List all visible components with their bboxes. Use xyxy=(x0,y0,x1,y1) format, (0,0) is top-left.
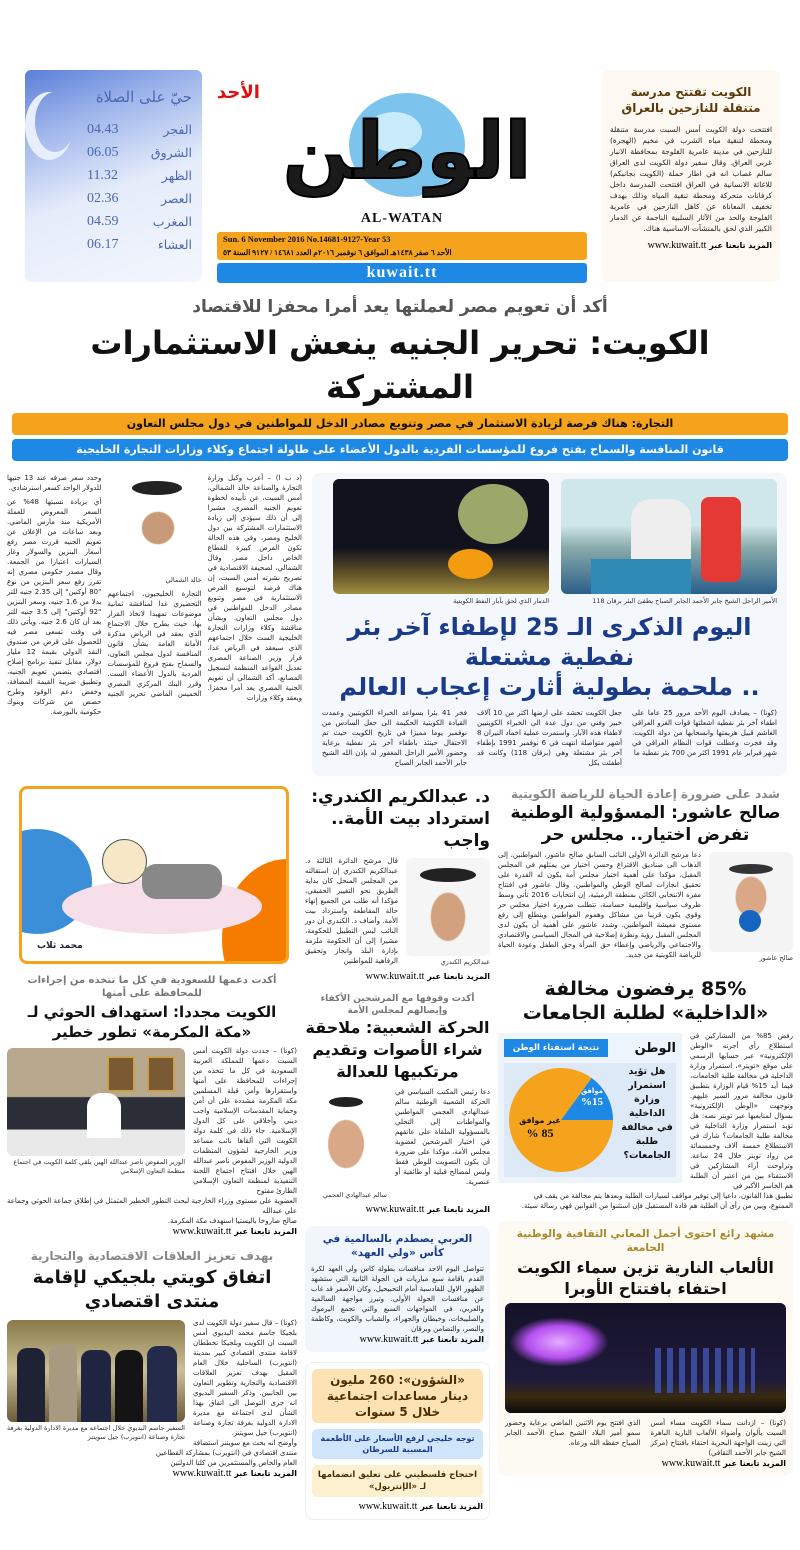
lead-col-3: أي بزيادة نسبتها 48% عن السعر المعروض للعملة الأمريكية منذ مارس الماضي. وبعد ساعات من الإعلان عن تعويم الجنيه قررت مصر رفع أسعار البنزين والسولار وغاز السيارات اعتبارا من الجمعة. وقال مصدر حكومي مصري إنه تقرر رفع سعر البنزين من نوع "80 أوكتين" إلى 2.35 جنيه للتر بدلا من 1.6 جنيه، وسعر البنزين "92 أوكتين" إلى 3.5 جنيه للتر بعد أن كان 2.6 جنيه. ويأتي ذلك في وقت تسعى مصر فيه للحصول على قرض من صندوق النقد الدولي بقيمة 12 مليار دولار، مقابل تنفيذ برنامج إصلاح اقتصادي يتضمن تعويم الجنيه، وتطبيق ضريبة القيمة المضافة، وخفض دعم الوقود وطرح حصص من شركات وبنوك حكومية بالبورصة. xyxy=(7,498,102,716)
poll-side-text: رفض 85% من المشاركين في استطلاع رأي أجرته «الوطن الإلكترونية» عبر حسابها الرسمي على موقع «تويتر»، استمرار وزارة الداخلية في مخالفة طلبة الجامعات، فيما أيد 15% قيام الوزارة بتطبيق قانون مخالفة مرور السير عليهم. وتوجهت «الوطن الإلكترونية» بسؤال لمتابعيها عبر تويتر نصه: هل تؤيد استمرار وزارة الداخلية في مخالفة طلبة الجامعات؟ شارك في الاستطلاع خمسة آلاف وخمسمائة من رواد تويتر خلال 24 ساعة. وتراوحت آراء المشاركين في الاستفتاء بين من اعتبر أن الطلبة هم الخاسر الأكبر في xyxy=(690,1032,793,1190)
lead-col-2: التجارة الخليجيون، اجتماعهم التحضيري غدا لمناقشة ثمانية موضوعات تمهيدا لاتخاذ القرار بها، حيث يطرح خلال الاجتماع الذي يعقد في الرياض مذكرة الأمانة العامة بشأن قانون المنافسة لدول مجلس التعاون، والسماح بفتح فروع للمؤسسات الفردية بالدول الأعضاء الست. وقرر البنك المركزي المصري الخميس الماضي تحرير الجنيه وحدد سعر صرفه عند 13 جنيها للدولار الواحد كسعر استرشادي. xyxy=(7,474,202,698)
firework-burst xyxy=(509,1317,609,1367)
ashour-story xyxy=(498,786,793,967)
houthi-story xyxy=(7,974,297,1238)
poll-question: هل تؤيد استمرار وزارة الداخلية في مخالفة طلبة الجامعات؟ xyxy=(621,1066,673,1161)
oil-text-columns xyxy=(322,708,777,768)
microphone-icon xyxy=(739,910,761,932)
belgium-col-3: العام والخاص والمستثمرين من كلتا الدولتين xyxy=(170,1459,297,1467)
prayer-time: 04.59 xyxy=(87,214,119,229)
masthead xyxy=(0,0,800,283)
prayer-row xyxy=(87,145,192,161)
houthi-col-3: صالح صاروخا باليستيا استهدف مكة المكرمة. xyxy=(167,1217,297,1225)
kandari-body: قال مرشح الدائرة الثالثة د. عبدالكريم الكندري إن استقالته من المجلس المنحل كان بداية الطريق نحو التغيير الحقيقي، مؤكدا أنه طلب من الجميع إنهاء حالة المقاطعة واسترداد بيت الأمة. وأضاف د. الكندري أن دور النائب ليس التطبيل للحكومة، مشيرا إلى أن الحكومة ملزمة بإدارة البلد وانجاز وتحقيق الرفاهية للمواطنين xyxy=(305,857,398,965)
more-url[interactable]: www.kuwait.tt xyxy=(647,240,707,251)
prayer-time: 04.43 xyxy=(87,122,119,137)
haraka-headline: الحركة الشعبية: ملاحقة شراء الأصوات وتقديم مرتكبيها للعدالة xyxy=(305,1018,490,1081)
houthi-kicker: أكدت دعمها للسعودية في كل ما تتخذه من إجراءات للمحافظة على أمنها xyxy=(27,975,277,999)
fireworks-headline: الألعاب النارية تزين سماء الكويت احتفاء بافتتاح الأوبرا xyxy=(517,1258,774,1298)
photo-caption: الوزير المفوض ناصر عبدالله الهين يلقي كلمة الكويت في اجتماع منظمة التعاون الإسلامي xyxy=(13,1158,185,1175)
figure-shape xyxy=(81,1350,111,1422)
kandari-story xyxy=(305,786,490,983)
more-label: المزيد تابعنا عبر xyxy=(723,1459,786,1468)
prayer-time: 02.36 xyxy=(87,191,119,206)
story-body: افتتحت دولة الكويت أمس السبت مدرسة متنقلة ومحطة لتنقية مياه الشرب في مخيم (الهجرة) للنازحين في مدينة عامرية الفلوجة بمحافظة الانبار غربي العراق. وقال سفير دولة الكويت لدى العراق سالم غصاب انه في اطار حملة (الكويت بجانبكم) للاغاثة الانسانية في العراق افتتحت المدرسة داخل كرفانات متحركة ومحطة تنقية المياه وذلك بهدف تخفيف المعاناة عن كاهل النازحين في عامرية الفلوجة والحد من الآثار السلبية الناجمة عن الدمار الكبير الذي لحق بالمنشآت الاساسية هناك. xyxy=(610,125,772,233)
lower-section xyxy=(0,776,800,1550)
brief-item[interactable]: «الشؤون»: 260 مليون دينار مساعدات اجتماعية خلال 5 سنوات xyxy=(312,1369,483,1423)
poll-logo: الوطن xyxy=(634,1040,676,1056)
lead-subhead-blue: قانون المنافسة والسماح بفتح فروع للمؤسسات الفردية بالدول الأعضاء على طاولة اجتماع وكلاء وزارات التجارة الخليجية xyxy=(12,439,788,461)
belgium-photo xyxy=(7,1320,185,1422)
more-link[interactable] xyxy=(505,1458,786,1470)
photo-caption: الأمير الراحل الشيخ جابر الأحمد الجابر الصباح يطفئ البئر برقان 118 xyxy=(592,597,777,605)
more-label: المزيد تابعنا عبر xyxy=(420,1502,483,1511)
photo-caption: سالم عبدالهادي العجمي xyxy=(322,1191,387,1199)
conference-photo xyxy=(7,1048,185,1156)
oil-headline-1: اليوم الذكرى الـ 25 لإطفاء آخر بئر نفطية مشتعلة xyxy=(347,613,752,671)
figure-shape xyxy=(49,1344,77,1422)
belgium-story xyxy=(7,1248,297,1480)
cartoonist-signature: محمد ثلاب xyxy=(37,941,83,951)
belgium-photo-block xyxy=(7,1320,185,1442)
fire-shape xyxy=(448,549,493,579)
podium-shape xyxy=(591,559,691,594)
haraka-body: دعا رئيس المكتب السياسي في الحركة الشعبية الوطنية سالم عبدالهادي العجمي المواطنين والمواطنات إلى التحلي بالمسؤولية الملقاة على عاتقهم في اختيار المرشحين لعضوية مجلس الأمة، مؤكدا على ضرورة أن يكون التصويت للوطن فقط وليس لمصالح قبلية أو طائفية أو عنصرية. xyxy=(395,1088,490,1186)
arabi-story xyxy=(305,1226,490,1352)
kandari-headline-1: د. عبدالكريم الكندري: xyxy=(311,787,490,807)
right-column xyxy=(498,786,793,1486)
more-label: المزيد تابعنا عبر xyxy=(234,1227,297,1236)
arabi-headline: العربي يصطدم بالسالمية في كأس «ولي العهد» xyxy=(322,1233,473,1259)
belgium-headline: اتفاق كويتي بلجيكي لإقامة منتدى اقتصادي xyxy=(32,1267,272,1312)
date-bar xyxy=(217,232,587,260)
houthi-headline: الكويت مجددا: استهداف الحوثي لـ «مكة المكرمة» تطور خطير xyxy=(27,1003,277,1041)
prayer-name: المغرب xyxy=(152,214,192,229)
middle-column xyxy=(305,786,490,1530)
houthi-side: (كونا) – جددت دولة الكويت أمس السبت دعمها للمملكة العربية السعودية في كل ما تتخذه من إجراءات للمحافظة على أمنها واستقرارها وأمن قبلة المسلمين مكة المكرمة مشددة على أن أمن وحماية المقدسات الإسلامية واجب ديني وأخلاقي على كل الدول الإسلامية. جاء ذلك في كلمة دولة الكويت التي ألقاها نائب مساعد وزير الخارجية لشؤون المنظمات الدولية الوزير المفوض ناصر عبدالله الهين خلال افتتاح اجتماع اللجنة التنفيذية لمنظمة التعاون الإسلامي الطارئ مفتوح xyxy=(193,1047,297,1195)
pie-label-no xyxy=(514,1115,566,1141)
brief-item[interactable]: توجه خليجي لرفع الأسعار على الأطعمة المسببة للسرطان xyxy=(312,1429,483,1459)
masthead-center xyxy=(217,70,587,283)
lead-story-columns xyxy=(7,473,302,717)
day-label: الأحد xyxy=(217,82,260,103)
ashour-photo-block xyxy=(709,852,793,963)
fireworks-kicker: مشهد رائع احتوى أجمل المعاني الثقافية والوطنية الجامعة xyxy=(516,1228,775,1254)
moon-icon xyxy=(35,92,75,152)
photo-caption: صالح عاشور xyxy=(759,954,793,962)
more-label: المزيد تابعنا عبر xyxy=(709,241,772,250)
fireworks-story xyxy=(498,1221,793,1476)
prayer-time: 06.05 xyxy=(87,145,119,160)
fireworks-text-columns xyxy=(505,1418,786,1458)
fireworks-col-2: الذي افتتح يوم الاثنين الماضي برعاية وحضور سمو أمير البلاد الشيخ صباح الأحمد الجابر الصباح حفظه الله ورعاه. xyxy=(505,1419,641,1447)
more-label: المزيد تابعنا عبر xyxy=(427,1205,490,1214)
poll-inner xyxy=(504,1063,676,1177)
photo-caption: الدمار الذي لحق بآبار النفط الكويتية xyxy=(453,597,549,605)
prayer-row xyxy=(87,214,192,230)
more-label: المزيد تابعنا عبر xyxy=(234,1469,297,1478)
more-link[interactable] xyxy=(610,240,772,252)
more-url[interactable]: www.kuwait.tt xyxy=(359,1334,419,1345)
slice-value: % 85 xyxy=(526,1126,554,1140)
more-link[interactable] xyxy=(305,971,490,983)
ashour-body: دعا مرشح الدائرة الأولى النائب السابق صالح عاشور، المواطنين، إلى الذهاب الى صناديق الاقتراع وحسن اختيار من يمثلهم في المجلس المقبل، مؤكدا على أهمية اختيار مجلس أمة يكون له القدرة على تحقيق انجازات لصالح الوطن والمواطنين. وقال عاشور في افتتاح مقره الانتخابي الكائن بمنطقة الرميثية، إن انتخابات 2016 تأتي وسط ظروف سياسية وإقليمية حساسة، تتطلب ضرورة اختيار مجلس حر وقوي يكون قريبا من مشاكل وهموم المواطنين ويتطلع إلى رفع مستوى معيشة المواطنين. وشدد عاشور على أهمية أن يكون لدى المجلس المقبل رؤية ونظرة إصلاحية في المجال السياسي والاقتصادي والاجتماعي والرياضي وإعطاء حق المرأة وحق الطفل وعودة الحياة للرياضة الكويتية من جديد. xyxy=(498,851,701,959)
prayer-name: العشاء xyxy=(157,237,192,252)
poll-label: نتيجة استفتاء الوطن xyxy=(504,1039,608,1057)
poll-story xyxy=(498,977,793,1211)
shamali-photo xyxy=(114,473,202,573)
prayer-title: حيّ على الصلاة xyxy=(95,88,192,106)
fireworks-col-1: (كونا) – ازدانت سماء الكويت مساء أمس السبت بألوان وأضواء الألعاب النارية الباهرة التي زينت الواجهة البحرية احتفاء بافتتاح (مركز الشيخ جابر الأحمد الثقافي) xyxy=(650,1419,786,1457)
ashour-photo xyxy=(709,852,793,952)
portrait-frame xyxy=(147,1056,175,1092)
pie-label-yes xyxy=(574,1087,610,1109)
oil-col-2: جعل الكويت تحشد على ارضها اكثر من 10 آلاف خبير وفني من دول عدة الى الخبراء الكويتيين لاطفاء هذه الآبار. واستمرت عملية اخماد النيران 8 أشهر متواصلة انتهت في 6 نوفمبر 1991 بإطفاء آخر بئر مشتعلة وهي (برقان 118) وكانت قد أطفئت بكل xyxy=(477,709,623,767)
agal-shape xyxy=(420,868,476,882)
newspaper-logo[interactable] xyxy=(282,70,532,210)
logo-area xyxy=(217,70,587,210)
oil-col-1: (كونا) – يصادف اليوم الأحد مرور 25 عاما على اطفاء آخر بئر نفطية اشعلتها قوات الغزو العراقي الغاشم قبيل هزيمتها وانسحابها من دولة الكويت. وقد فجرت وعطلت قوات النظام العراقي في شهر فبراير عام 1991 اكثر من 700 بئر نفطية ما xyxy=(632,709,777,757)
prayer-name: العصر xyxy=(160,191,192,206)
skyline-shape xyxy=(655,1348,755,1393)
agal-shape xyxy=(132,481,182,495)
lead-row xyxy=(0,461,800,776)
prayer-row xyxy=(87,122,192,138)
belgium-kicker: بهدف تعزيز العلاقات الاقتصادية والتجارية xyxy=(30,1249,274,1263)
figure-shape xyxy=(87,1093,121,1138)
ashour-kicker: شدد على ضرورة إعادة الحياة للرياضة الكويتية xyxy=(511,787,780,801)
kandari-headline-2: استرداد بيت الأمة.. واجب xyxy=(331,809,490,851)
lead-headline-text: الكويت: تحرير الجنيه ينعش الاستثمارات المشتركة xyxy=(90,324,710,406)
logo-english: AL-WATAN xyxy=(360,211,444,226)
emir-photo xyxy=(561,479,777,594)
prayer-time: 06.17 xyxy=(87,237,119,252)
ajmi-photo xyxy=(305,1089,387,1189)
kandari-photo-block xyxy=(406,858,490,967)
prayer-time: 11.32 xyxy=(87,168,118,183)
poll-chart-wrap xyxy=(506,1065,616,1175)
more-link[interactable] xyxy=(305,1204,490,1216)
more-url[interactable]: www.kuwait.tt xyxy=(365,971,425,982)
haraka-story xyxy=(305,993,490,1216)
story-headline: الكويت تفتتح مدرسة متنقلة للنازحين بالعراق xyxy=(621,85,761,115)
prayer-name: الشروق xyxy=(150,145,192,160)
lead-col-1: (د ب ا) – أعرب وكيل وزارة التجارة والصناعة خالد الشمالي، أمس السبت، عن تأييده لخطوة تعويم الجنيه المصري، مشيرا إلى أن ذلك سيؤدي إلى زيادة الاستثمارات المشتركة بين دول الخليج ومصر، وفي هذه الحالة تكون الفرص كبيرة للقطاع الخاص داخل مصر. وقال الشمالي، لصحيفة الاقتصادية في تصريح نشرته أمس السبت، إن هناك فرصة لتوسيع الفرص الاستثمارية في مصر وتنويع مصادر الدخل للمواطنين في دول مجلس التعاون. وبشأن مناقشة وكلاء وزارات التجارة الخليجية الست خلال اجتماعهم الذي سيعقد في الرياض غدا، قرار وزير الصناعة المصري تعديل القواعد المنظمة لتسجيل المصانع، أكد الشمالي أن تعويم الجنية المصري يعد أمرا محفزا. ويعقد وكلاء وزارات xyxy=(207,474,302,702)
poll-box xyxy=(498,1033,682,1183)
more-link[interactable] xyxy=(311,1334,484,1346)
kandari-photo xyxy=(406,858,490,956)
slice-label: غير موافق xyxy=(519,1116,561,1125)
emir-photo-block xyxy=(561,479,777,606)
belgium-col-2: وأوضح انه بحث مع سويتنز استضافة منتدى اقتصادي في (انتويرب) بمشاركة القطاعين xyxy=(155,1439,297,1457)
prayer-name: الظهر xyxy=(161,168,192,183)
more-label: المزيد تابعنا عبر xyxy=(421,1335,484,1344)
more-link[interactable] xyxy=(7,1468,297,1480)
prayer-row xyxy=(87,168,192,184)
ashour-headline: صالح عاشور: المسؤولية الوطنية تفرض اختيار.. مجلس حر xyxy=(510,803,781,845)
arabi-body: تتواصل اليوم الاحد منافسات بطولة كاس ولي العهد لكرة القدم باقامة سبع مباريات في الجولة الثانية التي ستشهد الظهور الاول للقادسية أمام التحبيحيل، وكان الأصفر قد غاب عن منافسات الجولة الأولى. وتبرز مواجهة السالمية والعربي، في المواجهات السبع والتي تجمع اليرموك والصليبخات، وخيطان والجهراء، والشباب والكويت، وكاظمة والنصر، والتضامن وبرقان xyxy=(311,1265,484,1333)
more-url[interactable]: www.kuwait.tt xyxy=(172,1468,232,1479)
photo-caption: خالد الشمالي xyxy=(165,576,202,584)
photo-caption: عبدالكريم الكندري xyxy=(440,958,490,966)
site-link[interactable]: kuwait.tt xyxy=(217,263,587,283)
figure-shape xyxy=(147,1346,177,1422)
agal-shape xyxy=(729,864,773,874)
figure-shape xyxy=(17,1348,45,1422)
slice-value: %15 xyxy=(581,1096,603,1108)
belgium-side: (كونا) – قال سفير دولة الكويت لدى بلجيكا جاسم محمد البديوي أمس السبت ان الكويت وبلجيكا تخططان لاقامة منتدى اقتصادي كبير بمدينة (انتويرب) الساحلية خلال العام المقبل بهدف تعزيز العلاقات الاقتصادية والتجارية وتطوير التعاون بين الجانبين. وذكر السفير البديوي انه جرى التوصل الى اتفاق بهذا الشأن لدى اجتماعه مع مديرة الادارة الدولية بغرفة تجارة وصناعة (انتويرب) جيل سويتنز. xyxy=(193,1319,297,1437)
oil-col-3: فخر 41 بئرا بسواعد الخبراء الكويتيين وعمدت القيادة الكويتية الحكيمة الى جعل السادس من نوفمبر يوما مميزا في تاريخ الكويت حيث تم الاحتفال حينئذ باطفاء آخر بئر نفطية برعاية وحضور الأمير الراحل المغفور له بإذن الله الشيخ جابر الأحمد الجابر الصباح xyxy=(322,709,468,767)
oil-headline-2: .. ملحمة بطولية أثارت إعجاب العالم xyxy=(339,673,760,701)
poll-headline: 85% يرفضون مخالفة «الداخلية» لطلبة الجامعات xyxy=(522,978,769,1024)
more-url[interactable]: www.kuwait.tt xyxy=(661,1458,721,1469)
date-en: Sun. 6 November 2016 No.14681-9127-Year 53 xyxy=(223,234,391,244)
oil-anniversary-story xyxy=(312,473,787,776)
conference-photo-block xyxy=(7,1048,185,1176)
more-link[interactable] xyxy=(312,1501,483,1513)
oil-fire-photo xyxy=(333,479,549,594)
prayer-row xyxy=(87,237,192,253)
agal-shape xyxy=(329,1097,363,1107)
cartoon xyxy=(19,786,289,964)
ajmi-photo-block xyxy=(305,1089,387,1200)
fireworks-photo xyxy=(505,1303,786,1413)
smoke-shape xyxy=(458,484,528,544)
lead-subhead-orange: التجارة: هناك فرصة لزيادة الاستثمار في مصر وتنويع مصادر الدخل للمواطنين في دول مجلس التعاون xyxy=(12,413,788,435)
prayer-name: الفجر xyxy=(163,122,192,137)
more-label: المزيد تابعنا عبر xyxy=(427,972,490,981)
lead-kicker: أكد أن تعويم مصر لعملتها يعد أمرا محفزا للاقتصاد xyxy=(192,297,608,317)
svg-text:الوطن: الوطن xyxy=(282,107,532,197)
brief-item[interactable]: احتجاج فلسطيني على تعليق انضمامها لـ «الإنتربول» xyxy=(312,1465,483,1497)
iraq-school-story xyxy=(602,70,780,282)
left-column xyxy=(7,786,297,1490)
slice-label: موافق xyxy=(580,1087,603,1095)
cartoon-head xyxy=(102,839,147,884)
briefs-box xyxy=(305,1362,490,1520)
poll-text-3: الممنوع، وبين من رأى أن الطلبة هم قادة المستقبل فإن استثنوا من القوانين فهي رسالة سيئة. xyxy=(521,1202,793,1210)
shamali-photo-block xyxy=(107,473,201,585)
date-ar: الأحد ٦ صفر ١٤٣٨هـ الموافق ٦ نوفمبر ٢٠١٦م العدد ١٤٦٨١ / ٩١٢٧ السنة ٥٣ xyxy=(223,248,452,257)
cartoon-body xyxy=(142,864,222,899)
prayer-times-box xyxy=(25,70,202,282)
haraka-kicker: أكدت وقوفها مع المرشحين الأكفاء وإيصالهم لمجلس الأمة xyxy=(320,994,475,1016)
more-url[interactable]: www.kuwait.tt xyxy=(365,1204,425,1215)
figure-shape xyxy=(701,497,741,582)
prayer-row xyxy=(87,191,192,207)
more-url[interactable]: www.kuwait.tt xyxy=(172,1226,232,1237)
more-link[interactable] xyxy=(7,1226,297,1238)
more-url[interactable]: www.kuwait.tt xyxy=(358,1501,418,1512)
photo-caption: السفير جاسم البديوي خلال اجتماعه مع مديرة الادارة الدولية بغرفة تجارة وصناعة (انتويرب) جيل سويتنز xyxy=(7,1424,185,1441)
portrait-frame xyxy=(107,1056,135,1092)
houthi-col-2: العضوية على مستوى وزراء الخارجية لبحث التطور الخطير المتمثل في إطلاق جماعة الحوثي وجماعة علي عبدالله xyxy=(7,1197,297,1215)
poll-header xyxy=(504,1039,676,1057)
oil-fire-photo-block xyxy=(333,479,549,606)
poll-text-2: تطبيق هذا القانون، داعيا إلى توفير مواقف لسيارات الطلبة وبعدها يتم مخالفة من يقف في xyxy=(533,1192,793,1200)
figure-shape xyxy=(115,1350,143,1422)
oil-photos xyxy=(322,479,777,606)
